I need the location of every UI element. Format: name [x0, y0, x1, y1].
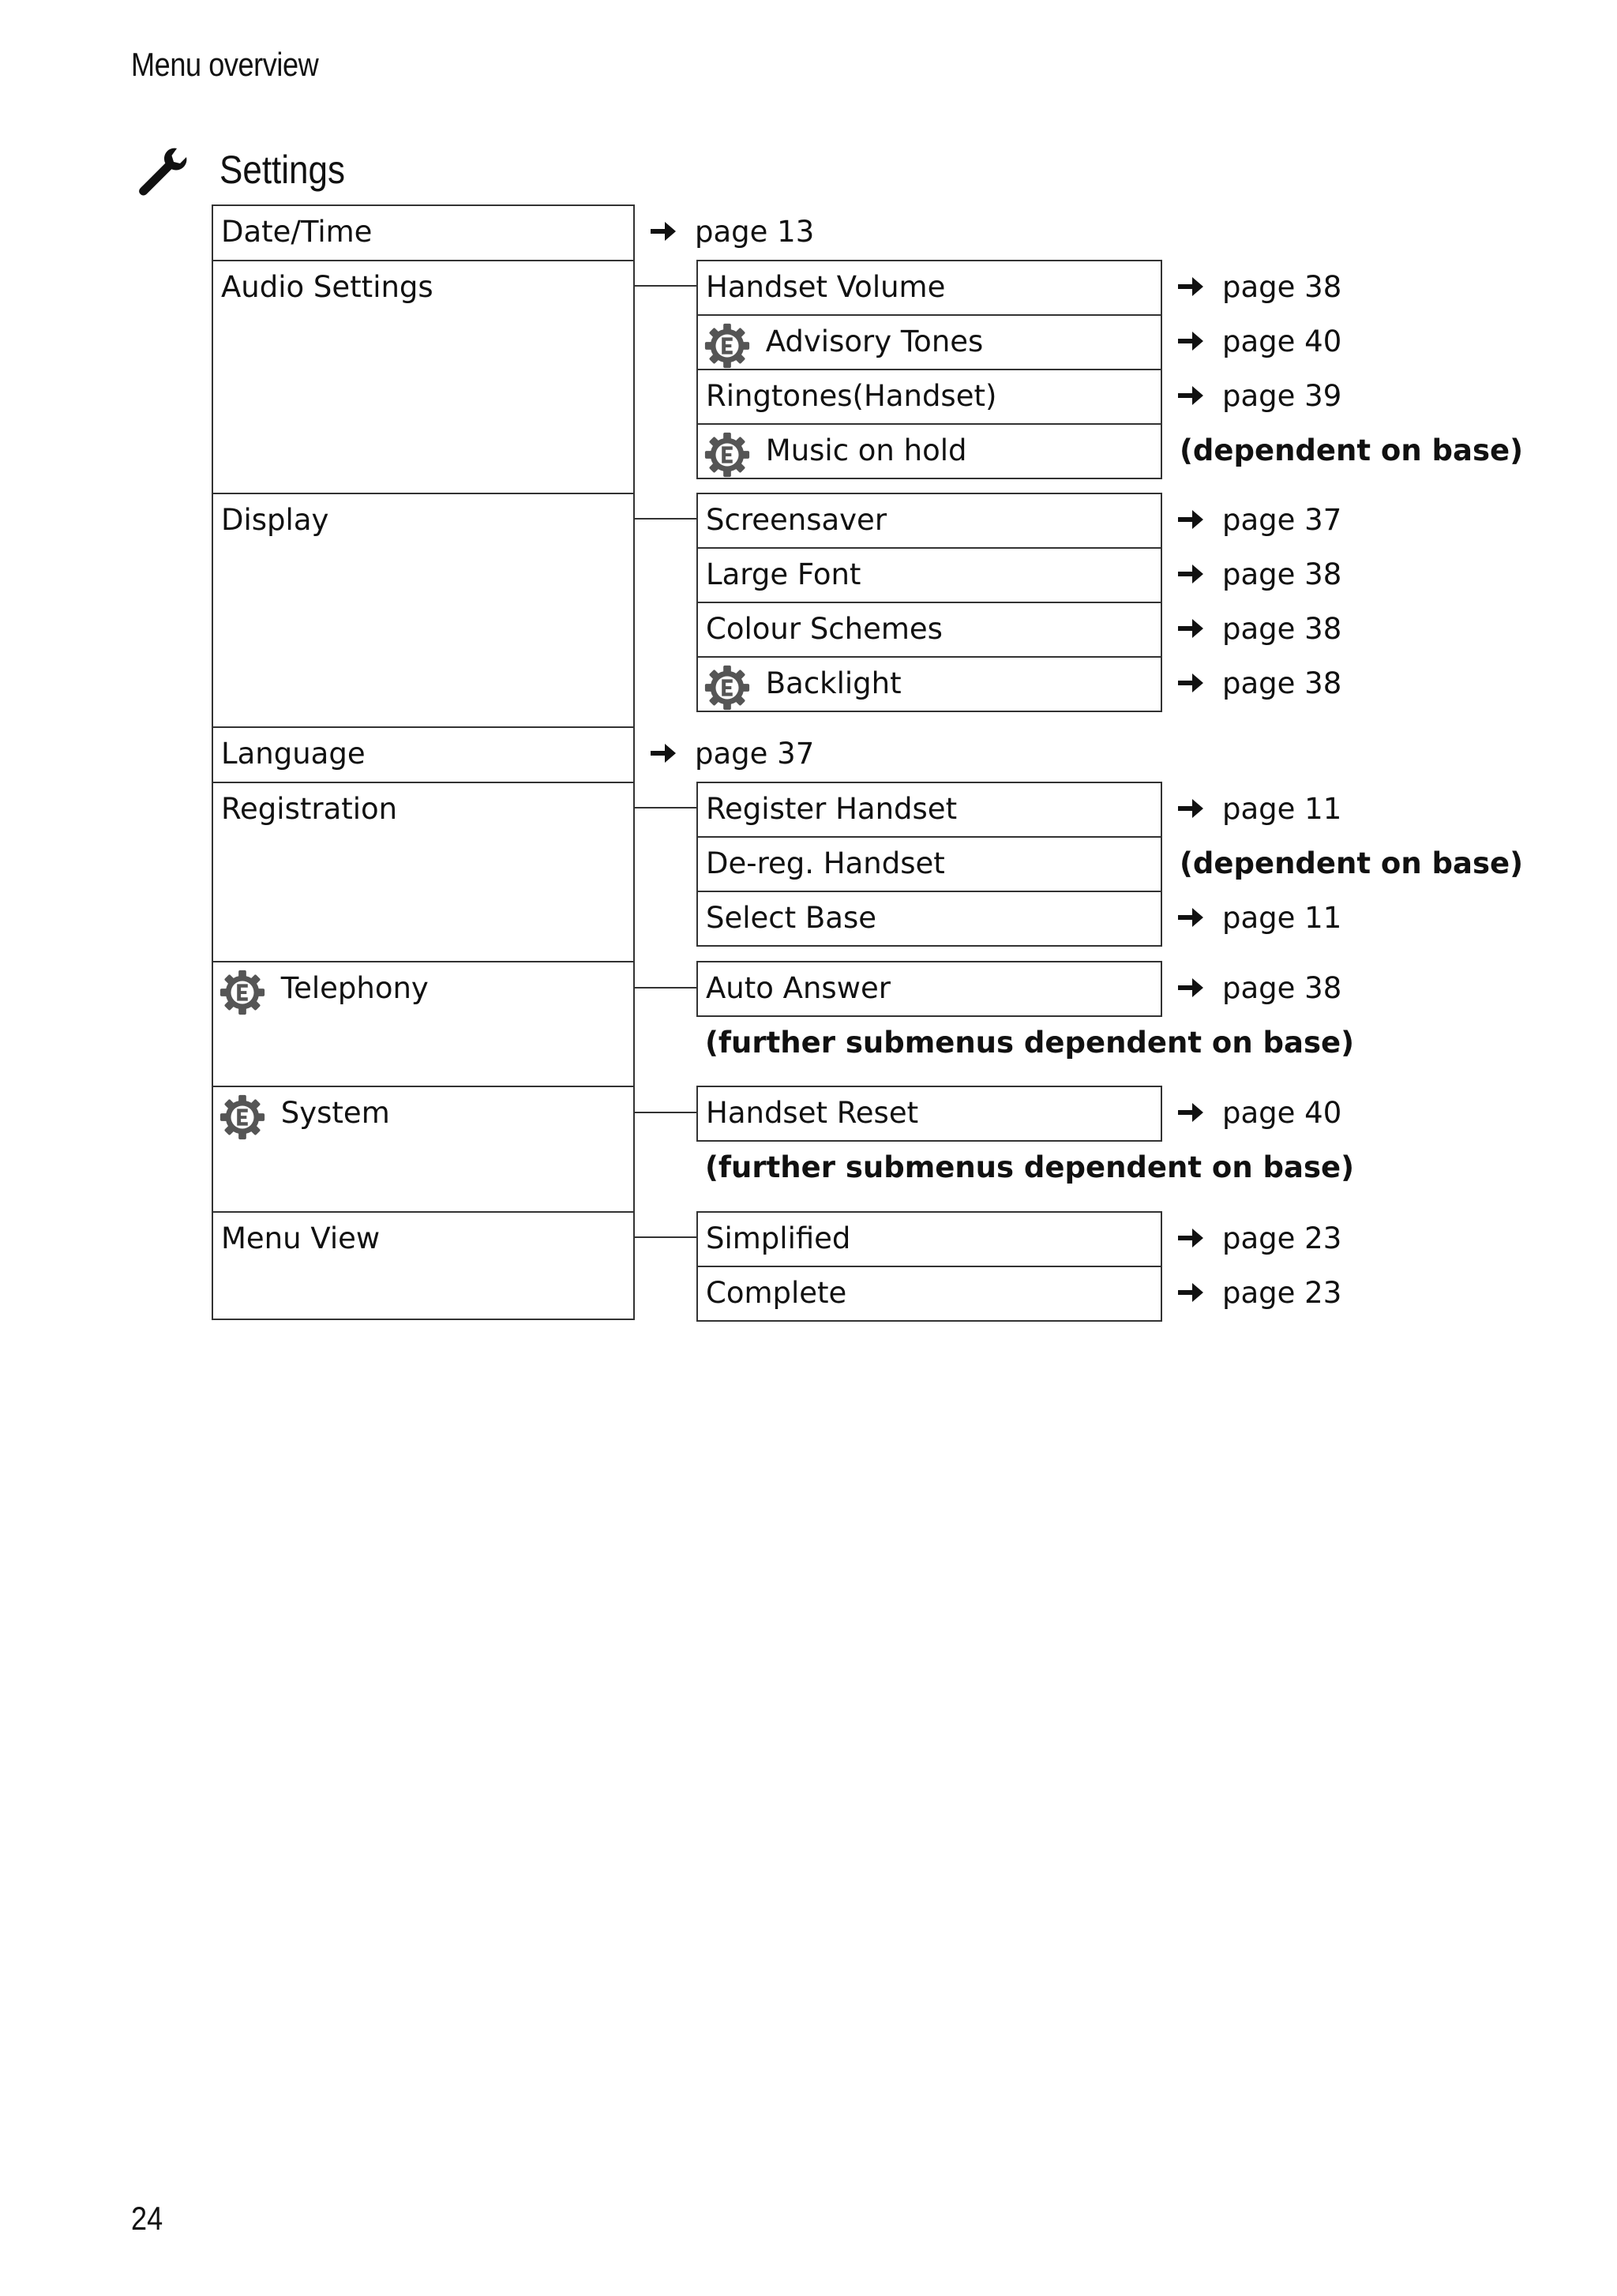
submenu-item-label: Select Base — [706, 901, 877, 935]
submenu-item-label: Backlight — [765, 666, 902, 700]
submenu-item-label: Handset Volume — [706, 270, 946, 304]
menu-item-label: Language — [221, 737, 366, 771]
page-ref-text: page 13 — [695, 215, 815, 249]
menu-item-language — [212, 726, 635, 783]
submenu-item-complete — [696, 1266, 1162, 1322]
submenu-item-screensaver — [696, 493, 1162, 549]
menu-item-label: Menu View — [221, 1221, 381, 1255]
page-ref-text: page 23 — [1222, 1276, 1342, 1310]
page-ref-text: page 38 — [1222, 666, 1342, 700]
submenu-item-label: Advisory Tones — [765, 325, 984, 358]
page-ref-text: page 38 — [1222, 612, 1342, 646]
right-arrow-icon — [1176, 975, 1208, 999]
right-arrow-icon — [1176, 1225, 1208, 1249]
submenu-item-register-handset — [696, 782, 1162, 838]
dependency-note: (dependent on base) — [1180, 433, 1524, 467]
menu-item-label: System — [280, 1096, 390, 1130]
telephony-note: (further submenus dependent on base) — [705, 1026, 1355, 1060]
right-arrow-icon — [649, 219, 681, 242]
page-ref-text: page 11 — [1222, 901, 1342, 935]
connector-line — [635, 518, 696, 520]
right-arrow-icon — [1176, 1280, 1208, 1304]
right-arrow-icon — [1176, 274, 1208, 298]
submenu-item-simplified — [696, 1211, 1162, 1267]
page-reference — [649, 215, 815, 249]
submenu-item-select-base — [696, 891, 1162, 947]
submenu-item-label: Complete — [706, 1276, 847, 1310]
right-arrow-icon — [1176, 905, 1208, 929]
page-ref-text: page 38 — [1222, 971, 1342, 1005]
page-reference — [1176, 666, 1342, 700]
page-ref-text: page 37 — [695, 737, 815, 771]
page-reference — [1176, 327, 1341, 356]
page-reference — [1176, 505, 1341, 535]
menu-item-system — [212, 1086, 635, 1213]
menu-item-label: Registration — [221, 792, 398, 826]
page-reference — [1176, 971, 1342, 1005]
submenu-item-music-on-hold — [696, 423, 1162, 479]
page-ref-text: page 11 — [1222, 792, 1342, 826]
page-reference — [1176, 901, 1342, 935]
submenu-item-label: De-reg. Handset — [706, 846, 945, 880]
page-reference — [1176, 792, 1342, 826]
submenu-item-colour-schemes — [696, 602, 1162, 658]
submenu-item-advisory-tones — [696, 314, 1162, 370]
connector-line — [635, 807, 696, 808]
dependency-note: (dependent on base) — [1180, 846, 1524, 880]
submenu-item-handset-volume — [696, 260, 1162, 316]
menu-item-display — [212, 493, 635, 728]
connector-line — [635, 1236, 696, 1238]
page-reference — [1176, 612, 1342, 646]
page-reference — [649, 737, 815, 771]
menu-item-menu-view — [212, 1211, 635, 1320]
right-arrow-icon — [1176, 616, 1208, 640]
right-arrow-icon — [1176, 328, 1208, 352]
page-ref-text: page 23 — [1222, 1221, 1342, 1255]
submenu-item-ringtones — [696, 369, 1162, 425]
right-arrow-icon — [1176, 1100, 1208, 1124]
right-arrow-icon — [649, 741, 681, 764]
page-reference — [1176, 1221, 1342, 1255]
page-ref-text: page 39 — [1222, 379, 1342, 413]
submenu-item-backlight — [696, 656, 1162, 712]
right-arrow-icon — [1176, 796, 1208, 820]
connector-line — [635, 987, 696, 989]
right-arrow-icon — [1176, 561, 1208, 585]
submenu-item-label: Colour Schemes — [706, 612, 943, 646]
submenu-item-label: Simplified — [706, 1221, 851, 1255]
submenu-item-label: Register Handset — [706, 792, 958, 826]
submenu-item-label: Large Font — [706, 557, 861, 591]
system-note: (further submenus dependent on base) — [705, 1150, 1355, 1184]
submenu-item-label: Screensaver — [706, 503, 887, 537]
expert-mode-icon — [706, 430, 756, 470]
submenu-item-large-font — [696, 547, 1162, 603]
connector-line — [635, 1112, 696, 1113]
page-number: 24 — [131, 2200, 163, 2237]
page-ref-text: page 37 — [1222, 503, 1342, 537]
page-title: Settings — [219, 148, 345, 192]
right-arrow-icon — [1176, 507, 1208, 531]
page-reference — [1176, 1276, 1342, 1310]
wrench-icon — [136, 145, 188, 196]
page-ref-text: page 40 — [1222, 1096, 1342, 1130]
right-arrow-icon — [1176, 670, 1208, 694]
page-ref-text: page 40 — [1222, 325, 1342, 358]
page-reference — [1176, 1096, 1342, 1130]
page-ref-text: page 38 — [1222, 557, 1342, 591]
page-reference — [1176, 272, 1341, 302]
menu-item-registration — [212, 782, 635, 962]
submenu-item-auto-answer — [696, 961, 1162, 1017]
menu-item-telephony — [212, 961, 635, 1087]
menu-item-label: Date/Time — [221, 215, 373, 249]
submenu-item-label: Ringtones(Handset) — [706, 379, 997, 413]
page-reference — [1176, 381, 1341, 411]
expert-mode-icon — [221, 968, 272, 1007]
submenu-item-label: Auto Answer — [706, 971, 891, 1005]
submenu-item-label: Music on hold — [765, 433, 967, 467]
menu-item-label: Display — [221, 503, 329, 537]
submenu-item-handset-reset — [696, 1086, 1162, 1142]
menu-item-label: Audio Settings — [221, 270, 433, 304]
page-ref-text: page 38 — [1222, 270, 1342, 304]
connector-line — [635, 285, 696, 287]
expert-mode-icon — [221, 1093, 272, 1132]
expert-mode-icon — [706, 321, 756, 361]
menu-item-label: Telephony — [280, 971, 429, 1005]
submenu-item-dereg-handset — [696, 836, 1162, 892]
menu-item-audio-settings — [212, 260, 635, 494]
right-arrow-icon — [1176, 383, 1208, 407]
running-header: Menu overview — [131, 46, 319, 83]
menu-item-date-time — [212, 204, 635, 261]
expert-mode-icon — [706, 663, 756, 703]
page-reference — [1176, 557, 1342, 591]
submenu-item-label: Handset Reset — [706, 1096, 919, 1130]
